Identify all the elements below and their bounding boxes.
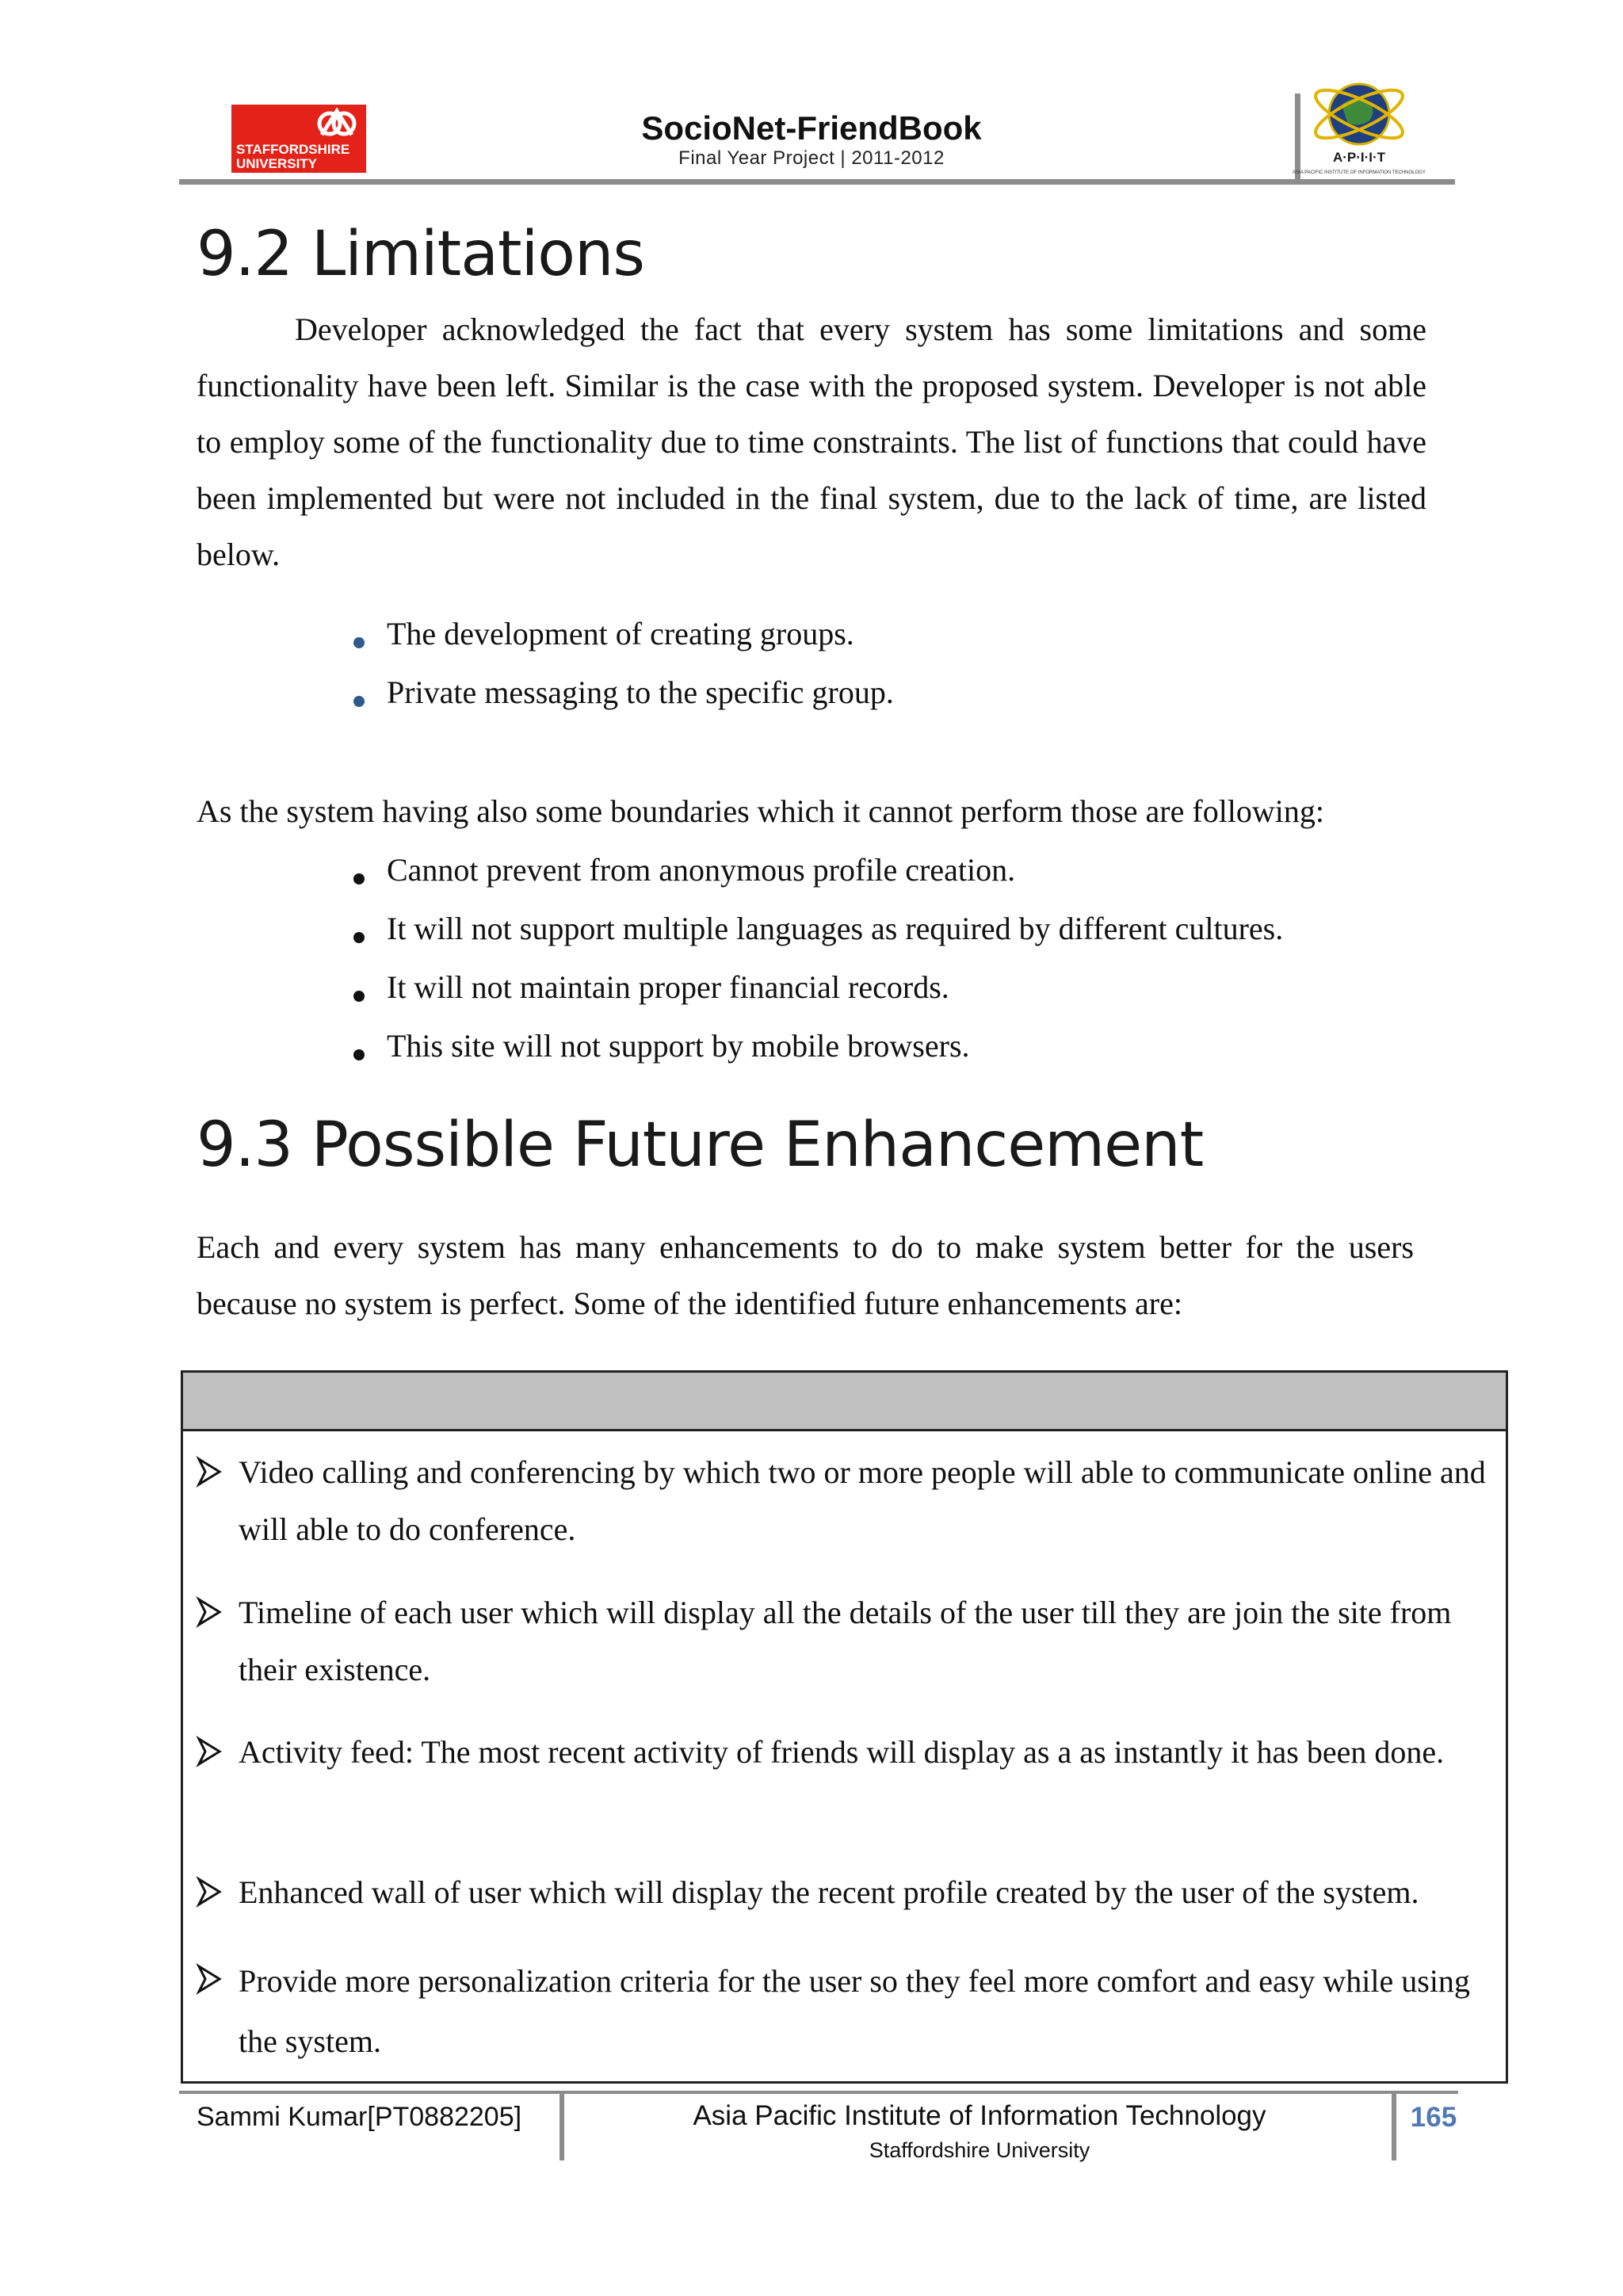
enhancement-text: Timeline of each user which will display all the details of the user till they are join the site from their existence. (239, 1595, 1452, 1687)
list-item-text: It will not maintain proper financial records. (387, 969, 949, 1005)
disc-bullet-icon (353, 696, 365, 707)
apiit-globe-logo (1293, 73, 1426, 181)
list-item-text: The development of creating groups. (387, 616, 854, 651)
enhancement-item (197, 1951, 1497, 2072)
list-item (387, 851, 1283, 910)
footer-divider (1392, 2092, 1396, 2160)
arrowhead-bullet-icon (197, 1965, 221, 1993)
limitations-paragraph-text: Developer acknowledged the fact that every system has some limitations and some functionality have been left. Similar is the case with the proposed system. Developer is not able to employ some of the functionality due to time constraints. The list of functions that could have been implemented but were not included in the final system, due to the lack of time, are listed below. (197, 311, 1426, 572)
arrowhead-bullet-icon (197, 1737, 221, 1766)
enhancement-item (197, 1724, 1497, 1781)
heading-limitations: 9.2 Limitations (197, 219, 645, 290)
enhancement-text: Enhanced wall of user which will display the recent profile created by the user of the system. (239, 1874, 1419, 1910)
enhancements-box (181, 1370, 1508, 2084)
boundaries-list (387, 851, 1283, 1086)
enhancement-text: Provide more personalization criteria for the user so they feel more comfort and easy while using the system. (239, 1963, 1470, 2059)
footer-author: Sammi Kumar[PT0882205] (197, 2102, 522, 2132)
right-logo-small-text: ASIA PACIFIC INSTITUTE OF INFORMATION TECHNOLOGY (1293, 170, 1426, 175)
arrowhead-bullet-icon (197, 1878, 221, 1906)
disc-bullet-icon (353, 932, 365, 943)
footer-institute: Asia Pacific Institute of Information Technology (693, 2100, 1266, 2131)
enhancements-box-header (183, 1373, 1506, 1431)
list-item-text: It will not support multiple languages as required by different cultures. (387, 911, 1284, 946)
footer-rule (179, 2091, 1458, 2094)
enhancement-text: Activity feed: The most recent activity of friends will display as a as instantly it has been done. (239, 1734, 1445, 1770)
footer-university: Staffordshire University (869, 2138, 1090, 2162)
left-logo-line1: STAFFORDSHIRE (236, 142, 350, 157)
list-item (387, 968, 1283, 1027)
disc-bullet-icon (353, 637, 365, 648)
disc-bullet-icon (353, 873, 365, 884)
header-divider (1295, 94, 1300, 182)
enhancement-paragraph: Each and every system has many enhancements to do to make system better for the users because no system is perfect. Some of the identified future enhancements are: (197, 1229, 1414, 1321)
heading-future-enhancement: 9.3 Possible Future Enhancement (197, 1110, 1204, 1181)
footer-divider (559, 2092, 564, 2160)
disc-bullet-icon (353, 1049, 365, 1060)
header-rule (179, 179, 1455, 185)
page-number: 165 (1410, 2102, 1457, 2133)
disc-bullet-icon (353, 991, 365, 1002)
list-item-text: This site will not support by mobile browsers. (387, 1028, 970, 1064)
list-item-text: Private messaging to the specific group. (387, 674, 894, 710)
list-item (387, 674, 894, 732)
arrowhead-bullet-icon (197, 1598, 221, 1626)
enhancement-item (197, 1584, 1497, 1698)
list-item (387, 910, 1283, 968)
boundaries-intro: As the system having also some boundaries which it cannot perform those are following: (197, 793, 1325, 829)
list-item (387, 1027, 1283, 1086)
enhancement-text: Video calling and conferencing by which two or more people will able to communicate online and will able to do conference. (239, 1454, 1486, 1547)
document-title: SocioNet-FriendBook (641, 109, 982, 147)
left-logo-line2: UNIVERSITY (236, 156, 318, 171)
limitations-paragraph (197, 301, 1426, 583)
list-item (387, 615, 894, 674)
right-logo-text: A·P·I·I·T (1332, 150, 1386, 165)
enhancement-item (197, 1444, 1497, 1558)
arrowhead-bullet-icon (197, 1457, 221, 1486)
list-item-text: Cannot prevent from anonymous profile creation. (387, 852, 1016, 888)
not-implemented-list (387, 615, 894, 732)
enhancement-item (197, 1864, 1497, 1921)
document-subtitle: Final Year Project | 2011-2012 (678, 147, 945, 169)
